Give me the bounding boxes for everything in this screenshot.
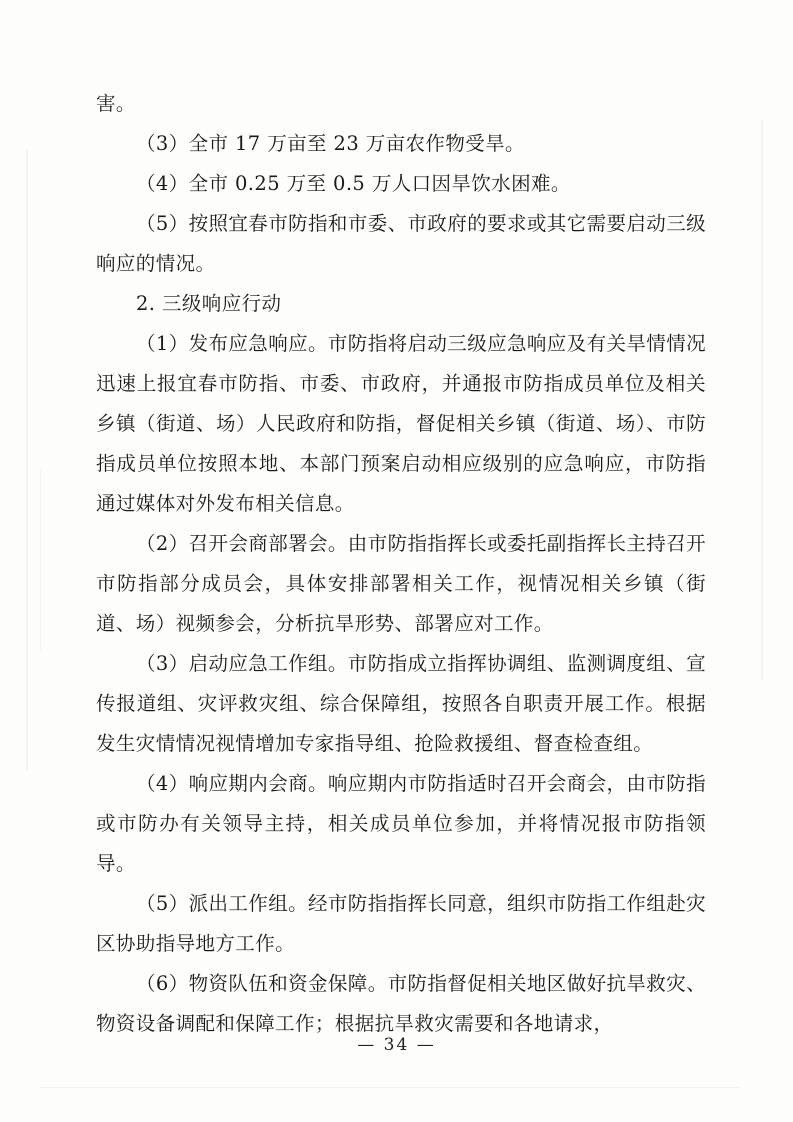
paragraph: （5）派出工作组。经市防指指挥长同意，组织市防指工作组赴灾区协助指导地方工作。 — [96, 892, 707, 955]
paragraph: （1）发布应急响应。市防指将启动三级应急响应及有关旱情情况迅速上报宜春市防指、市委、市政府，并通报市防指成员单位及相关乡镇（街道、场）人民政府和防指，督促相关乡镇（街道、场）、市防指成员单位按照本地、本部门预案启动相应级别的应急响应，市防指通过媒体对外发布相关信息。 — [96, 332, 707, 515]
paragraph: 害。 — [96, 92, 136, 115]
page-number: — 34 — — [357, 1035, 436, 1055]
paragraph: （6）物资队伍和资金保障。市防指督促相关地区做好抗旱救灾、物资设备调配和保障工作；根据抗旱救灾需要和各地请求， — [96, 972, 707, 1035]
paragraph: （3）全市 17 万亩至 23 万亩农作物受旱。 — [136, 132, 525, 155]
scan-artifact-left-secondary — [40, 470, 41, 650]
paragraph: （4）响应期内会商。响应期内市防指适时召开会商会，由市防指或市防办有关领导主持，相关成员单位参加，并将情况报市防指领导。 — [96, 772, 707, 875]
paragraph: （2）召开会商部署会。由市防指指挥长或委托副指挥长主持召开市防指部分成员会，具体安排部署相关工作，视情况相关乡镇（街道、场）视频参会，分析抗旱形势、部署应对工作。 — [96, 532, 707, 635]
section-heading: 2. 三级响应行动 — [136, 292, 282, 315]
paragraph: （5）按照宜春市防指和市委、市政府的要求或其它需要启动三级响应的情况。 — [96, 212, 707, 275]
paragraph: （3）启动应急工作组。市防指成立指挥协调组、监测调度组、宣传报道组、灾评救灾组、综合保障组，按照各自职责开展工作。根据发生灾情情况视情增加专家指导组、抢险救援组、督查检查组。 — [96, 652, 707, 755]
scan-artifact-bottom — [40, 1087, 740, 1088]
page-body — [96, 84, 706, 1044]
paragraph: （4）全市 0.25 万至 0.5 万人口因旱饮水困难。 — [136, 172, 571, 195]
scan-artifact-right — [761, 120, 763, 680]
scan-artifact-left — [26, 150, 28, 770]
